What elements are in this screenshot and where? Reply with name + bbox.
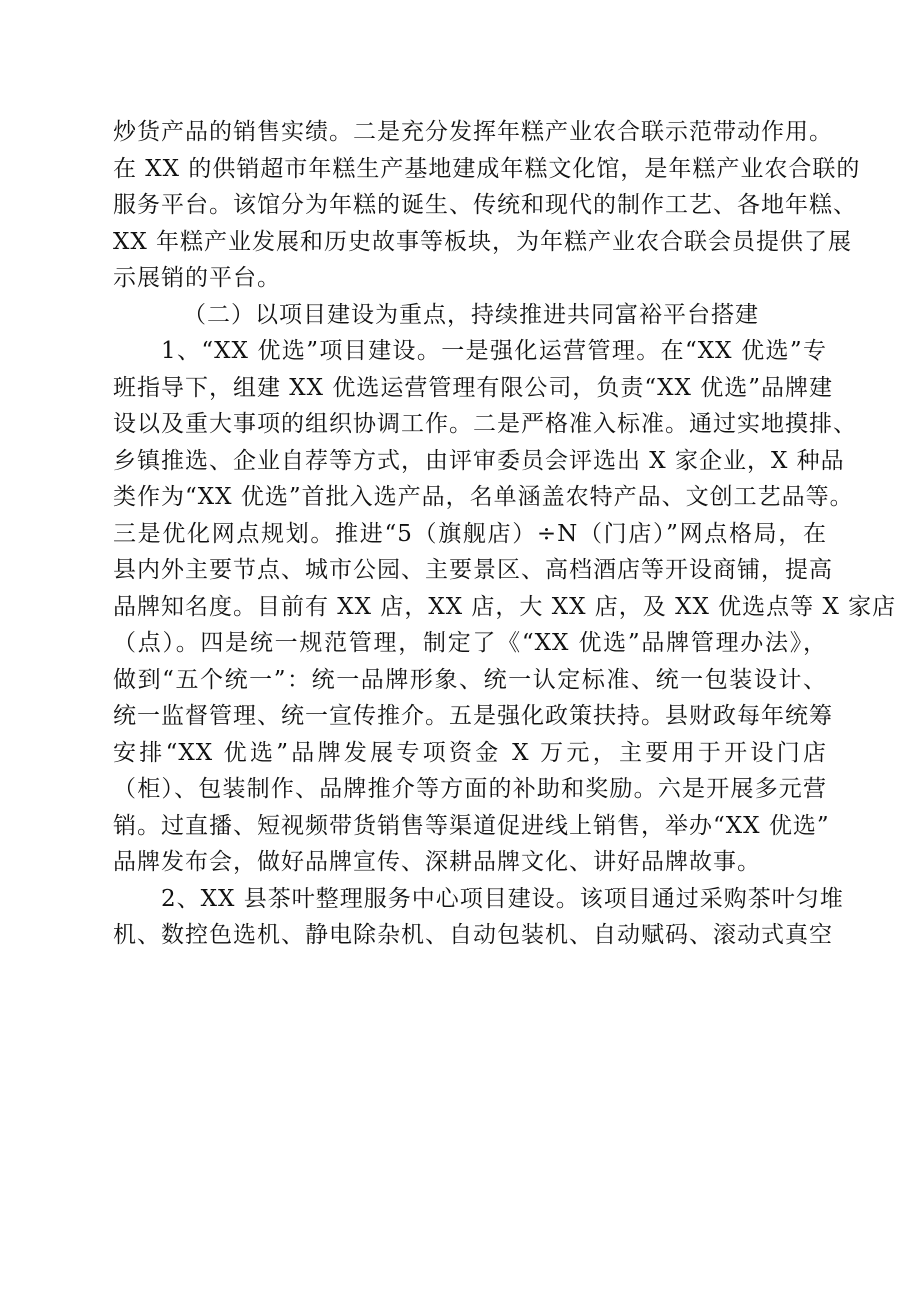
text-line: 三是优化网点规划。推进“5（旗舰店）÷N（门店）”网点格局，在 (113, 520, 827, 547)
text-line: 统一监督管理、统一宣传推介。五是强化政策扶持。县财政每年统筹 (113, 703, 833, 729)
section-heading: （二）以项目建设为重点，持续推进共同富裕平台搭建 (183, 301, 759, 328)
text-line: 2、XX 县茶叶整理服务中心项目建设。该项目通过采购茶叶匀堆 (161, 885, 844, 912)
text-line: 做到“五个统一”：统一品牌形象、统一认定标准、统一包装设计、 (113, 666, 827, 693)
text-line: 类作为“XX 优选”首批入选产品，名单涵盖农特产品、文创工艺品等。 (113, 484, 854, 510)
text-line: 县内外主要节点、城市公园、主要景区、高档酒店等开设商铺，提高 (113, 557, 833, 583)
text-line: 机、数控色选机、静电除杂机、自动包装机、自动赋码、滚动式真空 (113, 922, 833, 948)
text-line: 销。过直播、短视频带货销售等渠道促进线上销售，举办“XX 优选” (113, 812, 830, 839)
text-line: XX 年糕产业发展和历史故事等板块，为年糕产业农合联会员提供了展 (113, 228, 853, 255)
text-line: 安排“XX 优选”品牌发展专项资金 X 万元，主要用于开设门店 (113, 739, 827, 766)
text-line: 1、“XX 优选”项目建设。一是强化运营管理。在“XX 优选”专 (161, 338, 827, 364)
text-line: 示展销的平台。 (113, 265, 281, 291)
text-line: 班指导下，组建 XX 优选运营管理有限公司，负责“XX 优选”品牌建 (113, 374, 833, 401)
text-line: 品牌知名度。目前有 XX 店，XX 店，大 XX 店，及 XX 优选点等 X 家店 (113, 593, 897, 620)
text-line: 设以及重大事项的组织协调工作。二是严格准入标准。通过实地摸排、 (113, 411, 857, 437)
text-line: 品牌发布会，做好品牌宣传、深耕品牌文化、讲好品牌故事。 (113, 849, 761, 875)
text-line: 炒货产品的销售实绩。二是充分发挥年糕产业农合联示范带动作用。 (113, 119, 833, 145)
text-line: 服务平台。该馆分为年糕的诞生、传统和现代的制作工艺、各地年糕、 (113, 192, 857, 218)
text-line: （柜）、包装制作、品牌推介等方面的补助和奖励。六是开展多元营 (113, 776, 827, 802)
document-page (113, 114, 897, 954)
text-line: 乡镇推选、企业自荐等方式，由评审委员会评选出 X 家企业，X 种品 (113, 447, 845, 474)
paragraph-nian-gao (113, 114, 861, 297)
text-line: 在 XX 的供销超市年糕生产基地建成年糕文化馆，是年糕产业农合联的 (113, 155, 861, 182)
text-line: （点）。四是统一规范管理，制定了《“XX 优选”品牌管理办法》， (113, 630, 827, 656)
paragraph-xx-youxuan (113, 333, 897, 881)
paragraph-tea-center (113, 881, 844, 954)
